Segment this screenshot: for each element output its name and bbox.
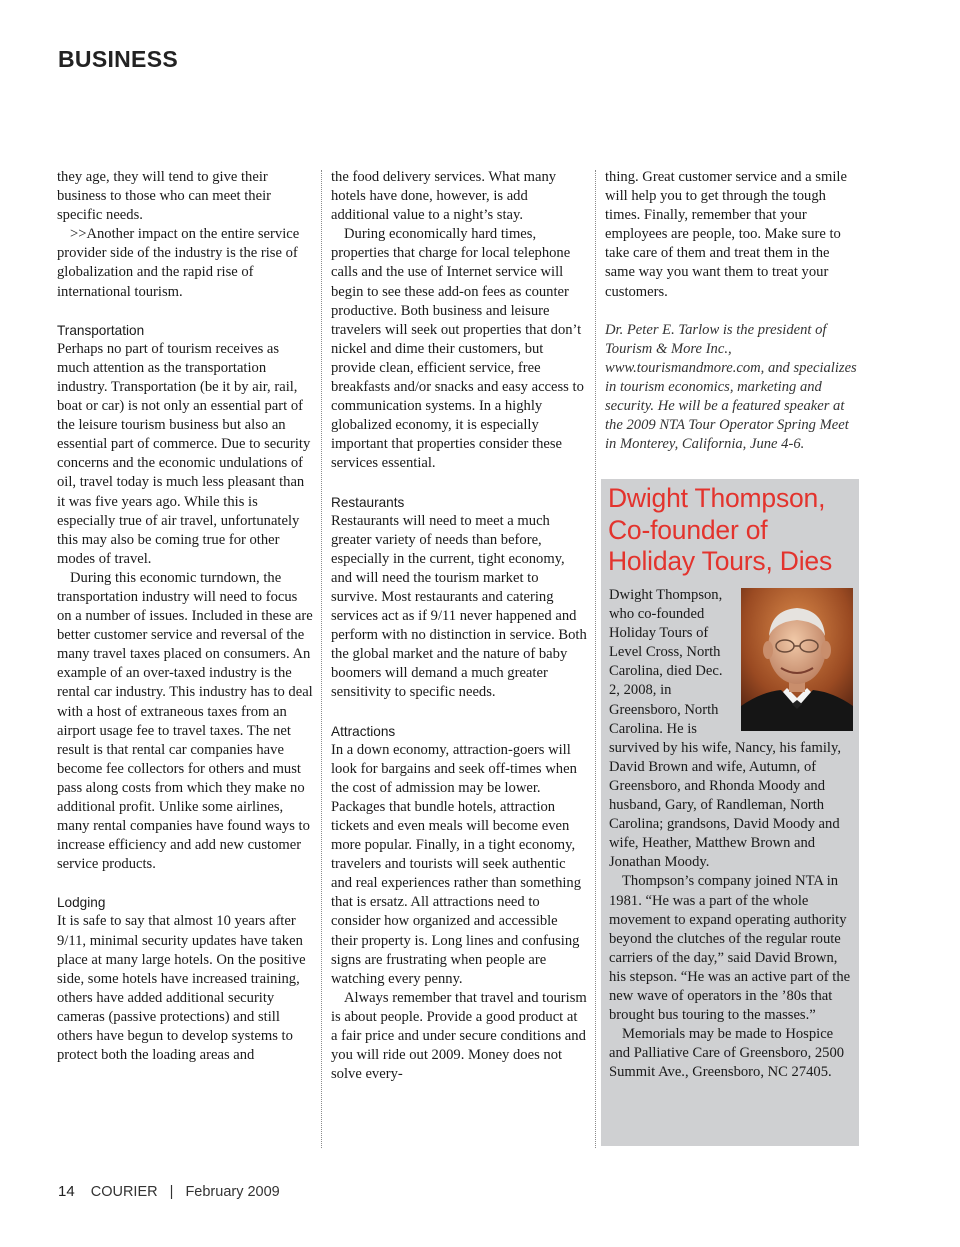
magazine-name: COURIER (90, 1184, 158, 1200)
article-column-1 (57, 168, 313, 1065)
paragraph: Memorials may be made to Hospice and Palliative Care of Greensboro, 2500 Summit Ave., Greensboro, NC 27405. (609, 1026, 845, 1081)
paragraph: During economically hard times, properties that charge for local telephone calls and the use of Internet service will begin to see these add-on fees as counter productive. Both business and leisure travelers will seek out properties that don’t nickel and dime their customers, but provide clean, efficient service, free breakfasts and/or snacks and easy access to communication systems. In a highly globalized economy, it is especially important that properties consider these services essential. (331, 226, 584, 472)
paragraph: they age, they will tend to give their business to those who can meet their specific needs. (57, 169, 271, 224)
footer-separator: | (169, 1184, 174, 1200)
paragraph: In a down economy, attraction-goers will look for bargains and seek off-times when the cost of admission may be lower. Packages that bundle hotels, attraction tickets and even meals will become even more popular. Finally, in a tight economy, travelers and tourists will seek authentic and real experiences rather than something that is ersatz. All attractions need to consider how organized and accessible their property is. Long lines and confusing signs are frustrating when people are watching every penny. (331, 741, 582, 987)
article-column-2 (331, 168, 587, 1084)
sidebar-body (609, 586, 855, 1082)
section-label: BUSINESS (58, 46, 178, 72)
paragraph: the food delivery services. What many hotels have done, however, is add additional value to a night’s stay. (331, 169, 557, 224)
paragraph: During this economic turndown, the transportation industry will need to focus on a number of issues. Included in these are better customer service and reversal of the many travel taxes placed on consumers. An example of an over-taxed industry is the rental car industry. This industry has to deal with a host of extraneous taxes from an airport usage fee to travel taxes. The net result is that rental car companies have become fee collectors for others and must pass along costs from which they make no additional profit. Unlike some airlines, many rental companies have found ways to increase efficiency and add new customer service products. (57, 569, 313, 873)
portrait-photo (741, 588, 853, 731)
paragraph: Restaurants will need to meet a much greater variety of needs than before, especially in the current, tight economy, and will need the tourism market to survive. Most restaurants and catering services act as if 9/11 never happened and perform with no distinction in service. Both the global market and the nature of baby boomers will demand a much greater sensitivity to specific needs. (331, 512, 587, 701)
paragraph: Perhaps no part of tourism receives as much attention as the transportation industry. Transportation (be it by air, rail, boat or car) is not only an essential part of the leisure tourism business but also an essential part of commerce. Due to security concerns and the economic undulations of oil, travel today is much less pleasant than it was five years ago. While this is especially true of air travel, unfortunately this may also be coming true for other modes of travel. (57, 340, 311, 567)
paragraph: >>Another impact on the entire service provider side of the industry is the rise of globalization and the rapid rise of international tourism. (57, 226, 300, 300)
subhead-attractions: Attractions (331, 723, 396, 739)
column-divider (595, 170, 596, 1148)
column-divider (321, 170, 322, 1148)
paragraph: thing. Great customer service and a smile will help you to get through the tough times. Finally, remember that your employees are people, too. Make sure to take care of them and treat them in the same way you want them to treat your customers. (605, 169, 847, 300)
subhead-transportation: Transportation (57, 322, 145, 338)
portrait-image (741, 588, 853, 731)
subhead-restaurants: Restaurants (331, 494, 405, 510)
page-number: 14 (58, 1183, 75, 1200)
paragraph: Dwight Thompson, who co-founded Holiday Tours of Level Cross, North Carolina, died Dec. 2, 2008, in Greensboro, North Carolina. He is survived by his wife, Nancy, his family, David Brown and wife, Autumn, of Greensboro, and Rhonda Moody and husband, Gary, of Randleman, North Carolina; grandsons, David Moody and wife, Heather, Matthew Brown and Jonathan Moody. (609, 587, 841, 871)
issue-date: February 2009 (185, 1184, 280, 1200)
page-footer (58, 1183, 280, 1200)
author-bio: Dr. Peter E. Tarlow is the president of Tourism & More Inc., www.tourismandmore.com, and specializes in tourism economics, marketing and security. He will be a featured speaker at the 2009 NTA Tour Operator Spring Meet in Monterey, California, June 4-6. (605, 321, 857, 453)
obituary-sidebar (601, 479, 859, 1146)
paragraph: Always remember that travel and tourism is about people. Provide a good product at a fair price and under secure conditions and you will ride out 2009. Money does not solve every- (331, 989, 587, 1083)
subhead-lodging: Lodging (57, 895, 106, 911)
paragraph: Thompson’s company joined NTA in 1981. “He was a part of the whole movement to expand operating authority beyond the clutches of the regular route carriers of the day,” said David Brown, his stepson. “He was an active part of the new wave of operators in the ’80s that brought bus touring to the masses.” (609, 873, 851, 1024)
paragraph: It is safe to say that almost 10 years after 9/11, minimal security updates have taken place at many large hotels. On the positive side, some hotels have increased training, others have added additional security cameras (passive protections) and still others have begun to develop systems to protect both the loading areas and (57, 913, 306, 1064)
sidebar-title: Dwight Thompson, Co-founder of Holiday Tours, Dies (608, 483, 832, 576)
article-column-3 (605, 168, 861, 454)
